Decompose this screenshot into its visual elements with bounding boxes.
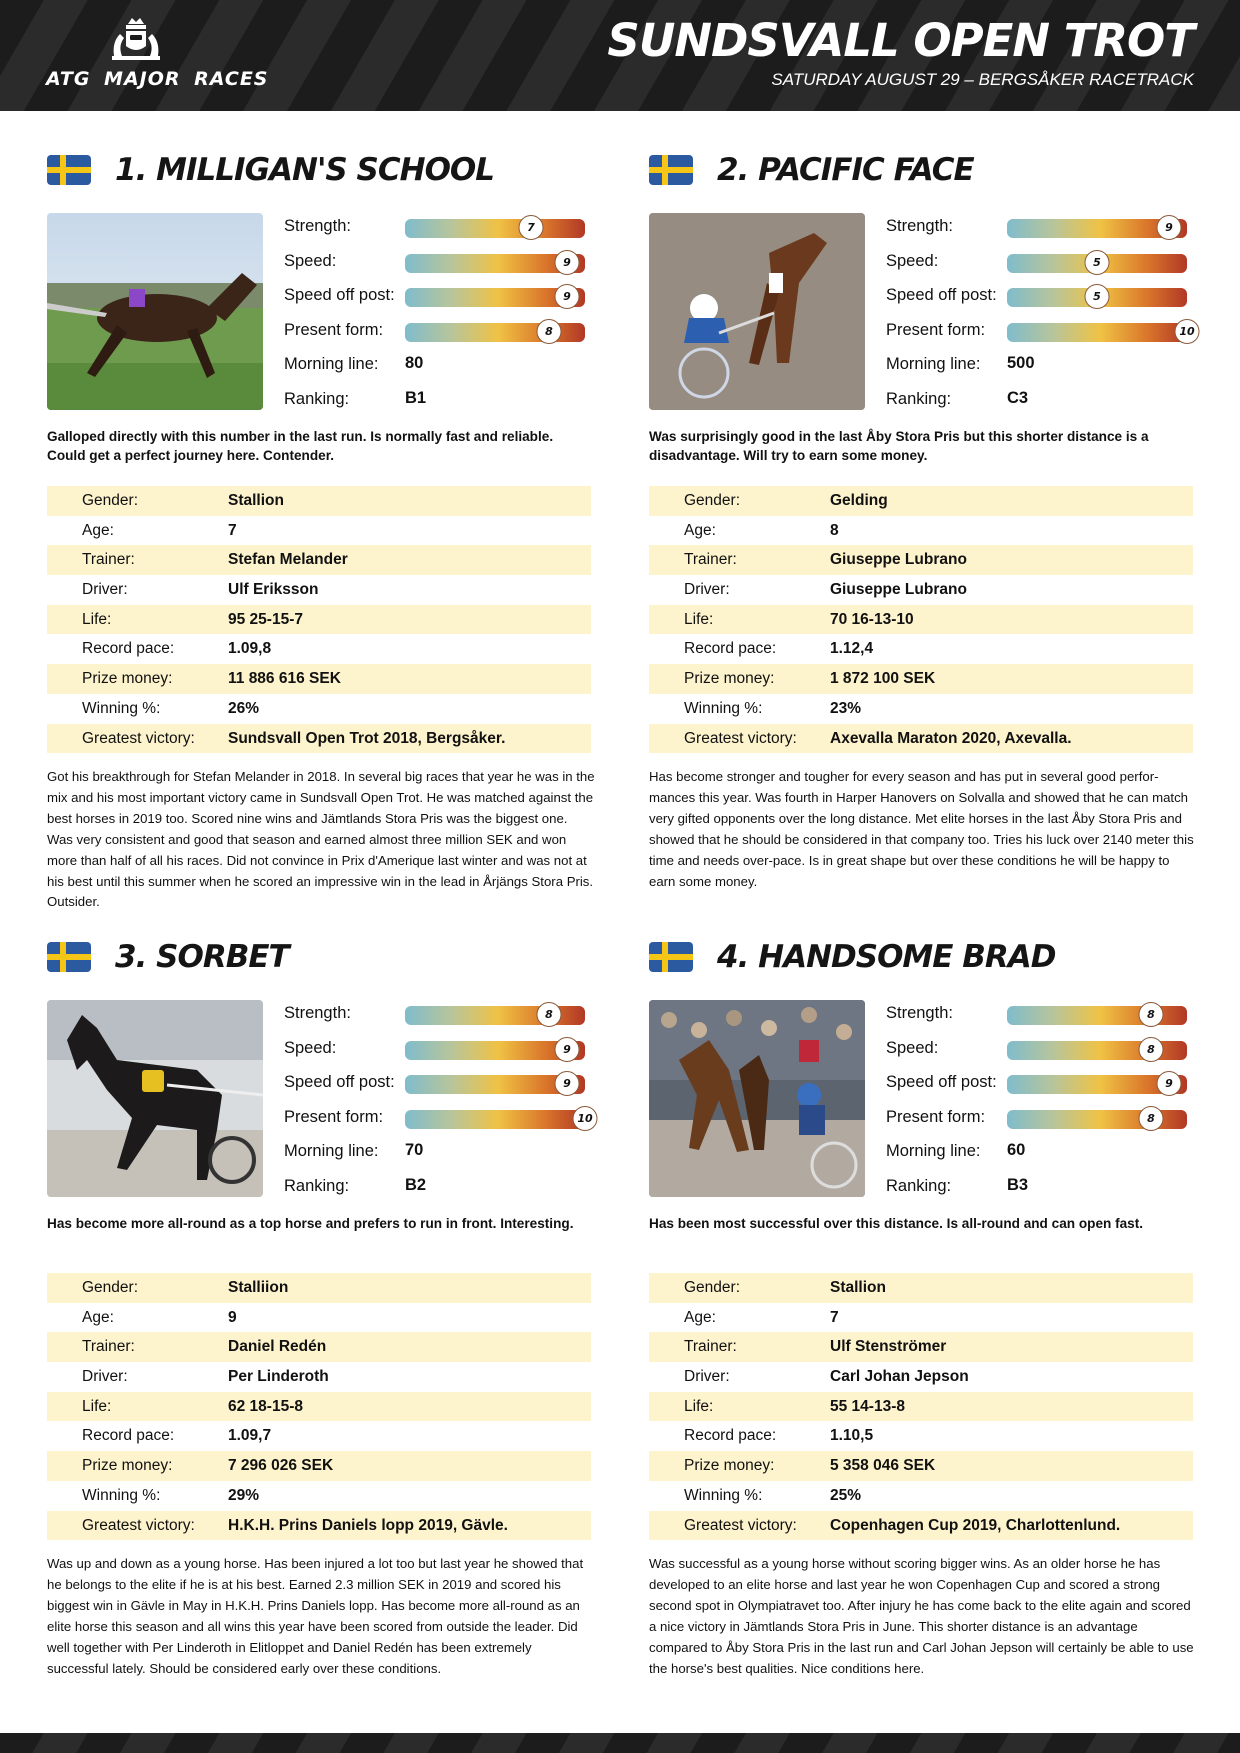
facts-table — [649, 1273, 1193, 1540]
horse-title-row — [649, 937, 1193, 977]
sweden-flag-icon — [47, 942, 91, 972]
rating-knob: 5 — [1085, 284, 1110, 309]
rating-knob: 8 — [537, 319, 562, 344]
fact-gender: Gender: Stalliion — [47, 1273, 591, 1303]
event-subtitle: SATURDAY AUGUST 29 – BERGSÅKER RACETRACK — [771, 70, 1194, 89]
horse-summary: Was surprisingly good in the last Åby Stora Pris but this shorter distance is a disadvantage. Will try to earn some money. — [649, 429, 1149, 463]
horse-summary: Has become more all-round as a top horse and prefers to run in front. Interesting. — [47, 1216, 574, 1231]
rating-bar — [1007, 1006, 1187, 1025]
rating-knob: 10 — [1175, 319, 1200, 344]
rating-strength: Strength: 8 — [284, 1000, 594, 1035]
horse-photo-image — [649, 1000, 865, 1197]
ratings-panel — [886, 213, 1196, 420]
fact-gender: Gender: Stallion — [649, 1273, 1193, 1303]
rating-knob: 9 — [555, 1071, 580, 1096]
fact-winning-pct: Winning %: 29% — [82, 1486, 260, 1504]
fact-record-pace: Record pace: 1.12,4 — [684, 640, 874, 658]
fact-prize-money: Prize money: 5 358 046 SEK — [649, 1451, 1193, 1481]
rating-bar — [405, 219, 585, 238]
ranking-value: B2 — [405, 1175, 427, 1194]
fact-prize-money: Prize money: 7 296 026 SEK — [47, 1451, 591, 1481]
royal-crest-logo-icon — [104, 16, 168, 66]
rating-speed: Speed: 5 — [886, 248, 1196, 283]
fact-driver: Driver: Giuseppe Lubrano — [684, 581, 967, 599]
morning-line-row: Morning line: 80 — [284, 354, 424, 373]
morning-line-value: 500 — [1007, 354, 1035, 372]
rating-present-form: Present form: 8 — [886, 1104, 1196, 1139]
fact-greatest-victory: Greatest victory: H.K.H. Prins Daniels lopp 2019, Gävle. — [47, 1511, 591, 1541]
rating-present-form: Present form: 8 — [284, 317, 594, 352]
fact-record-pace: Record pace: 1.09,7 — [82, 1427, 272, 1445]
page-header — [0, 0, 1240, 111]
rating-strength: Strength: 9 — [886, 213, 1196, 248]
horse-name: 1. MILLIGAN'S SCHOOL — [115, 152, 495, 188]
rating-knob: 10 — [573, 1106, 598, 1131]
ranking-row: Ranking: C3 — [886, 388, 1029, 408]
fact-winning-pct: Winning %: 26% — [82, 699, 260, 717]
fact-record-pace: Record pace: 1.09,8 — [82, 640, 272, 658]
facts-table — [649, 486, 1193, 753]
rating-knob: 9 — [555, 284, 580, 309]
morning-line-row: Morning line: 500 — [886, 354, 1035, 373]
morning-line-value: 60 — [1007, 1141, 1026, 1159]
fact-winning-pct: Winning %: 25% — [684, 1486, 862, 1504]
horse-description: Got his breakthrough for Stefan Melander in 2018. In several big races that year he was in the mix and his most important victory came in Sundsvall Open Trot. He was matched against the best horses in 2019 too. Scored nine wins and Jämtlands Stora Pris was the biggest one. Was very consistent and good that season and earned almost three million SEK and won more than half of all his races. Did not convince in Prix d'Amerique last winter and was not at his best until this summer when he scored an impressive win in the lead in Årjängs Stora Pris. Outsider. — [47, 769, 595, 910]
fact-age: Age: 8 — [684, 521, 839, 539]
page-footer — [0, 1733, 1240, 1753]
fact-greatest-victory: Greatest victory: Sundsvall Open Trot 2018, Bergsåker. — [47, 724, 591, 754]
horse-description: Was up and down as a young horse. Has been injured a lot too but last year he showed that he belongs to the elite if he is at his best. Earned 2.3 million SEK in 2019 and scored his biggest win in Gävle in May in H.K.H. Prins Daniels lopp. Has become more all-round as an elite horse this season and all wins this year have been scored from outside the leader. Did well together with Per Linderoth in Elitloppet and Daniel Redén has been extremely successful lately. Should be considered early over these conditions. — [47, 1556, 584, 1676]
fact-record-pace: Record pace: 1.10,5 — [684, 1427, 874, 1445]
fact-gender: Gender: Gelding — [649, 486, 1193, 516]
morning-line-value: 80 — [405, 354, 424, 372]
rating-bar — [405, 288, 585, 307]
fact-winning-pct: Winning %: 23% — [684, 699, 862, 717]
horse-photo — [47, 213, 263, 410]
fact-trainer: Trainer: Stefan Melander — [47, 545, 591, 575]
rating-bar — [1007, 1110, 1187, 1129]
sweden-flag-icon — [649, 942, 693, 972]
rating-bar — [405, 1006, 585, 1025]
horse-photo — [649, 1000, 865, 1197]
rating-bar — [405, 254, 585, 273]
rating-knob: 7 — [519, 215, 544, 240]
fact-trainer: Trainer: Giuseppe Lubrano — [649, 545, 1193, 575]
rating-knob: 9 — [1157, 1071, 1182, 1096]
rating-knob: 9 — [555, 250, 580, 275]
horse-summary: Galloped directly with this number in the last run. Is normally fast and reliable. Could get a perfect journey here. Contender. — [47, 429, 554, 463]
horse-name: 2. PACIFIC FACE — [717, 152, 974, 188]
ratings-panel — [284, 1000, 594, 1207]
fact-driver: Driver: Carl Johan Jepson — [684, 1368, 969, 1386]
horse-title-row — [47, 937, 591, 977]
rating-knob: 8 — [1139, 1037, 1164, 1062]
sweden-flag-icon — [47, 155, 91, 185]
fact-prize-money: Prize money: 11 886 616 SEK — [47, 664, 591, 694]
facts-table — [47, 1273, 591, 1540]
sweden-flag-icon — [649, 155, 693, 185]
horse-description: Was successful as a young horse without scoring bigger wins. As an older horse he has developed to an elite horse and last year he won Copenhagen Cup and scored a strong second spot in Olympiatravet too. After injury he has come back to the elite again and scored a nice victory in Jämtlands Stora Pris in June. This shorter distance is an advantage compared to Åby Stora Pris in the last run and Carl Johan Jepson will certainly be able to use the horse's best qualities. Nice conditions here. — [649, 1556, 1194, 1676]
fact-greatest-victory: Greatest victory: Axevalla Maraton 2020, Axevalla. — [649, 724, 1193, 754]
rating-knob: 8 — [1139, 1106, 1164, 1131]
ranking-row: Ranking: B3 — [886, 1175, 1029, 1195]
fact-greatest-victory: Greatest victory: Copenhagen Cup 2019, Charlottenlund. — [649, 1511, 1193, 1541]
horse-title-row — [649, 150, 1193, 190]
rating-bar — [1007, 1075, 1187, 1094]
rating-bar — [405, 1041, 585, 1060]
rating-bar — [1007, 288, 1187, 307]
rating-present-form: Present form: 10 — [886, 317, 1196, 352]
rating-bar — [405, 323, 585, 342]
fact-life: Life: 55 14-13-8 — [649, 1392, 1193, 1422]
fact-age: Age: 7 — [684, 1308, 839, 1326]
horse-photo — [47, 1000, 263, 1197]
rating-bar — [1007, 1041, 1187, 1060]
horse-photo-image — [47, 213, 263, 410]
rating-speed: Speed: 8 — [886, 1035, 1196, 1070]
rating-speed-off-post: Speed off post: 9 — [886, 1069, 1196, 1104]
ranking-row: Ranking: B2 — [284, 1175, 427, 1195]
rating-bar — [1007, 254, 1187, 273]
fact-trainer: Trainer: Ulf Stenströmer — [649, 1332, 1193, 1362]
rating-speed-off-post: Speed off post: 9 — [284, 282, 594, 317]
morning-line-row: Morning line: 70 — [284, 1141, 424, 1160]
rating-knob: 8 — [1139, 1002, 1164, 1027]
morning-line-value: 70 — [405, 1141, 424, 1159]
fact-age: Age: 7 — [82, 521, 237, 539]
fact-trainer: Trainer: Daniel Redén — [47, 1332, 591, 1362]
rating-strength: Strength: 8 — [886, 1000, 1196, 1035]
brand-logo-text: ATG MAJOR RACES — [46, 68, 269, 90]
fact-life: Life: 70 16-13-10 — [649, 605, 1193, 635]
fact-driver: Driver: Per Linderoth — [82, 1368, 329, 1386]
rating-bar — [1007, 219, 1187, 238]
fact-driver: Driver: Ulf Eriksson — [82, 581, 319, 599]
rating-present-form: Present form: 10 — [284, 1104, 594, 1139]
ranking-row: Ranking: B1 — [284, 388, 427, 408]
rating-strength: Strength: 7 — [284, 213, 594, 248]
rating-knob: 9 — [555, 1037, 580, 1062]
morning-line-row: Morning line: 60 — [886, 1141, 1026, 1160]
rating-knob: 9 — [1157, 215, 1182, 240]
rating-knob: 8 — [537, 1002, 562, 1027]
ranking-value: B3 — [1007, 1175, 1029, 1194]
horse-name: 4. HANDSOME BRAD — [717, 939, 1056, 975]
rating-speed: Speed: 9 — [284, 248, 594, 283]
rating-speed-off-post: Speed off post: 5 — [886, 282, 1196, 317]
ratings-panel — [886, 1000, 1196, 1207]
rating-knob: 5 — [1085, 250, 1110, 275]
rating-bar — [405, 1075, 585, 1094]
fact-age: Age: 9 — [82, 1308, 237, 1326]
fact-life: Life: 62 18-15-8 — [47, 1392, 591, 1422]
horse-photo-image — [47, 1000, 263, 1197]
horse-name: 3. SORBET — [115, 939, 289, 975]
event-title: SUNDSVALL OPEN TROT — [607, 14, 1194, 67]
fact-prize-money: Prize money: 1 872 100 SEK — [649, 664, 1193, 694]
ranking-value: C3 — [1007, 388, 1029, 407]
horse-photo — [649, 213, 865, 410]
facts-table — [47, 486, 591, 753]
horse-summary: Has been most successful over this distance. Is all-round and can open fast. — [649, 1216, 1144, 1231]
fact-life: Life: 95 25-15-7 — [47, 605, 591, 635]
horse-title-row — [47, 150, 591, 190]
rating-speed-off-post: Speed off post: 9 — [284, 1069, 594, 1104]
horse-photo-image — [649, 213, 865, 410]
rating-speed: Speed: 9 — [284, 1035, 594, 1070]
horse-description: Has become stronger and tougher for every season and has put in several good perfor-mances this year. Was fourth in Harper Hanovers on Solvalla and showed that he can match very gifted opponents over the long distance. Met elite horses in the last Åby Stora Pris and showed that he should be considered in that company too. Tries his luck over 2140 meter this time and needs over-pace. Is in great shape but over these conditions he will be happy to earn some money. — [649, 769, 1194, 889]
ratings-panel — [284, 213, 594, 420]
fact-gender: Gender: Stallion — [47, 486, 591, 516]
ranking-value: B1 — [405, 388, 427, 407]
